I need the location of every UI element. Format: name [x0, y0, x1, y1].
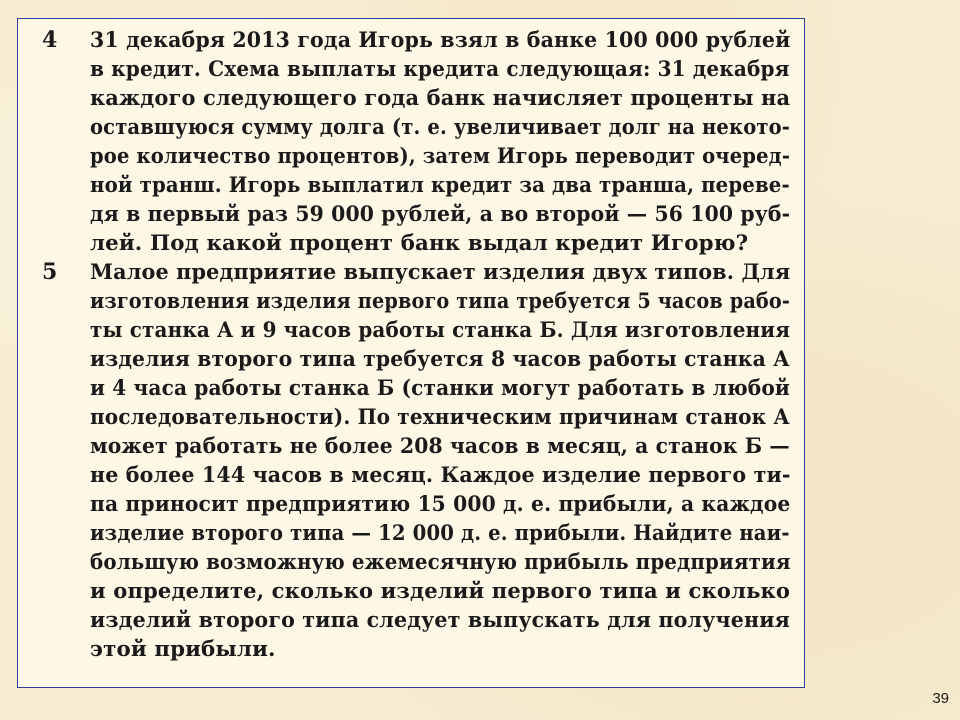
problem-text-line: в кредит. Схема выплаты кредита следующая: 31 декабря: [90, 57, 790, 82]
problem-text-line: ной транш. Игорь выплатил кредит за два транша, переве-: [90, 173, 790, 198]
problem-text-line: изделий второго типа следует выпускать для получения: [90, 608, 790, 633]
problem-text-line: 31 декабря 2013 года Игорь взял в банке 100 000 рублей: [90, 28, 791, 53]
problem-text-line: большую возможную ежемесячную прибыль предприятия: [90, 550, 791, 575]
problem-text-line: не более 144 часов в месяц. Каждое изделие первого ти-: [90, 463, 791, 488]
problem-text-line: дя в первый раз 59 000 рублей, а во второй — 56 100 руб-: [90, 202, 791, 227]
problem-text-line: оставшуюся сумму долга (т. е. увеличивает долг на некото-: [90, 115, 791, 140]
problem-text-line: рое количество процентов), затем Игорь переводит очеред-: [90, 144, 791, 169]
problem-number: 5: [42, 259, 58, 285]
problem-text-line: и определите, сколько изделий первого типа и сколько: [90, 579, 791, 604]
problem-text-line: Малое предприятие выпускает изделия двух типов. Для: [90, 260, 791, 285]
problem-text-line: может работать не более 208 часов в месяц, а станок Б —: [90, 434, 790, 459]
problem-text-line: изделие второго типа — 12 000 д. е. прибыли. Найдите наи-: [90, 521, 790, 546]
problem-text-line: этой прибыли.: [90, 637, 276, 662]
problem-text-line: лей. Под какой процент банк выдал кредит Игорю?: [90, 231, 749, 256]
problem-text-line: ты станка А и 9 часов работы станка Б. Для изготовления: [90, 318, 791, 343]
problem-text-line: и 4 часа работы станка Б (станки могут работать в любой: [90, 376, 790, 401]
page-number: 39: [932, 690, 949, 707]
problem-text-line: па приносит предприятию 15 000 д. е. прибыли, а каждое: [90, 492, 791, 517]
problem-number: 4: [42, 27, 58, 53]
problem-text-line: изделия второго типа требуется 8 часов работы станка А: [90, 347, 790, 372]
problem-box: [17, 18, 805, 688]
problem-text-line: каждого следующего года банк начисляет проценты на: [90, 86, 791, 111]
problem-text-line: последовательности). По техническим причинам станок А: [90, 405, 790, 430]
problem-text-line: изготовления изделия первого типа требуется 5 часов рабо-: [90, 289, 791, 314]
